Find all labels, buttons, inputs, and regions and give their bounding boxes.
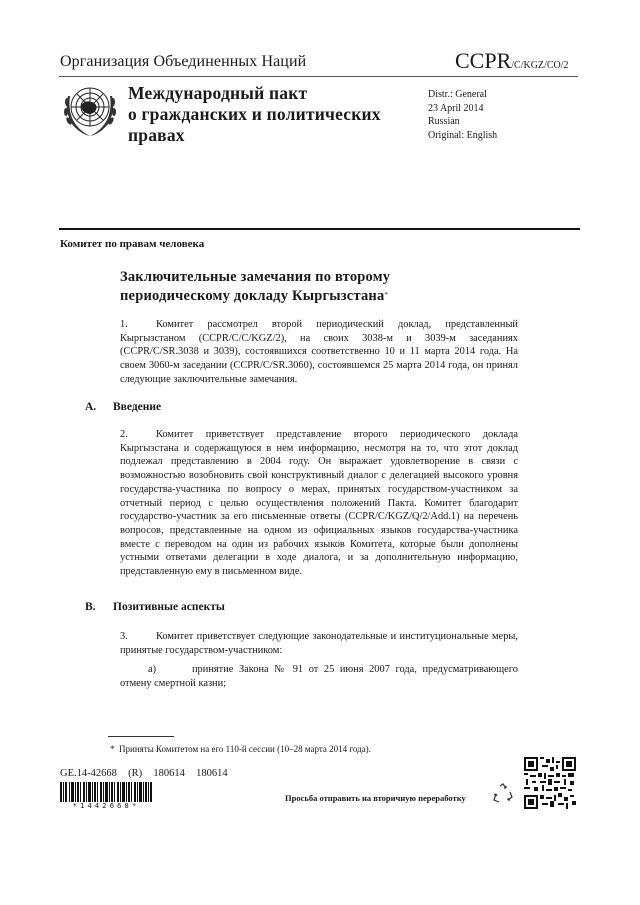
doc-title-line-1: Заключительные замечания по второму [120, 269, 391, 285]
section-heading-a [85, 401, 161, 413]
paragraph-number: 3. [120, 631, 128, 642]
treaty-title-line-3: правах [128, 125, 185, 145]
subparagraph-label: a) [148, 664, 157, 675]
paragraph-text: Комитет рассмотрел второй периодический доклад, представленный Кыргызстаном (CCPR/C/C/KGZ/2), на своих 3038-м и 3039-м заседаниях (CCPR/C/SR.3038 и 3039), состоявшихся соответственно 10 и 11 марта 2014 года. На своем 3060-м заседании (CCPR/C/SR.3060), состоявшемся 25 марта 2014 года, он принял следующие заключительные замечания. [120, 319, 518, 385]
header-rule [59, 76, 578, 77]
paragraph-number: 1. [120, 319, 128, 330]
title-rule [59, 228, 580, 230]
footnote [110, 744, 371, 754]
un-emblem-icon [62, 80, 118, 140]
section-title: Введение [113, 401, 162, 413]
paragraph-3 [120, 630, 518, 657]
paragraph-text: Комитет приветствует представление второго периодического доклада Кыргызстана и содержащуюся в нем информацию, несмотря на то, что этот доклад подлежал представлению в 2004 году. Он выражает удовлетворение в связи с возможностью возобновить свой конструктивный диалог с делегацией высокого уровня государства-участника по вопросу о мерах, принятых государством-участником за отчетный период с целью осуществления положений Пакта. Комитет благодарит государство-участник за его письменные ответы (CCPR/C/KGZ/Q/2/Add.1) на перечень вопросов, представленные на одном из официальных языков государства-участника вместе с переводом на один из рабочих языков Комитета, которые были дополнены устными ответами делегации в ходе диалога, и за дополнительную информацию, представленную ему в письменном виде. [120, 429, 518, 578]
symbol-sub: /C/KGZ/CO/2 [511, 60, 569, 71]
paragraph-text: Комитет приветствует следующие законодательные и институциональные меры, принятые государством-участником: [120, 631, 518, 656]
footnote-text: Приняты Комитетом на его 110-й сессии (10–28 марта 2014 года). [119, 744, 371, 754]
distribution-block [428, 88, 497, 142]
document-title [120, 268, 390, 305]
section-heading-b [85, 601, 225, 613]
distr-language: Russian [428, 116, 460, 127]
organization-name: Организация Объединенных Наций [60, 53, 307, 70]
paragraph-number: 2. [120, 429, 128, 440]
footnote-separator [108, 736, 174, 737]
treaty-title-line-1: Международный пакт [128, 83, 308, 103]
recycle-icon [491, 782, 515, 806]
recycle-notice: Просьба отправить на вторичную переработку [285, 793, 466, 803]
qr-code-icon[interactable] [524, 757, 576, 809]
section-title: Позитивные аспекты [113, 601, 225, 613]
symbol-main: CCPR [455, 48, 512, 73]
treaty-title-line-2: о гражданских и политических [128, 104, 381, 124]
paragraph-3a [120, 663, 518, 690]
section-letter: A. [85, 401, 97, 413]
document-symbol [455, 48, 569, 74]
distr-original: Original: English [428, 129, 498, 141]
job-number: GE.14-42668 (R) 180614 180614 [60, 768, 228, 779]
treaty-title [128, 83, 418, 146]
subparagraph-text: принятие Закона № 91 от 25 июня 2007 года, предусматривающего отмену смертной казни; [120, 664, 518, 689]
barcode-icon [60, 782, 152, 802]
section-letter: B. [85, 601, 96, 613]
paragraph-1 [120, 318, 518, 387]
footnote-mark: * [110, 744, 115, 754]
footnote-ref[interactable]: * [384, 291, 389, 299]
doc-title-line-2: периодическому докладу Кыргызстана [120, 288, 385, 304]
committee-name: Комитет по правам человека [60, 238, 205, 250]
barcode-number: *1442668* [72, 802, 140, 810]
paragraph-2 [120, 428, 518, 579]
distr-general: Distr.: General [428, 89, 487, 100]
distr-date: 23 April 2014 [428, 102, 484, 114]
